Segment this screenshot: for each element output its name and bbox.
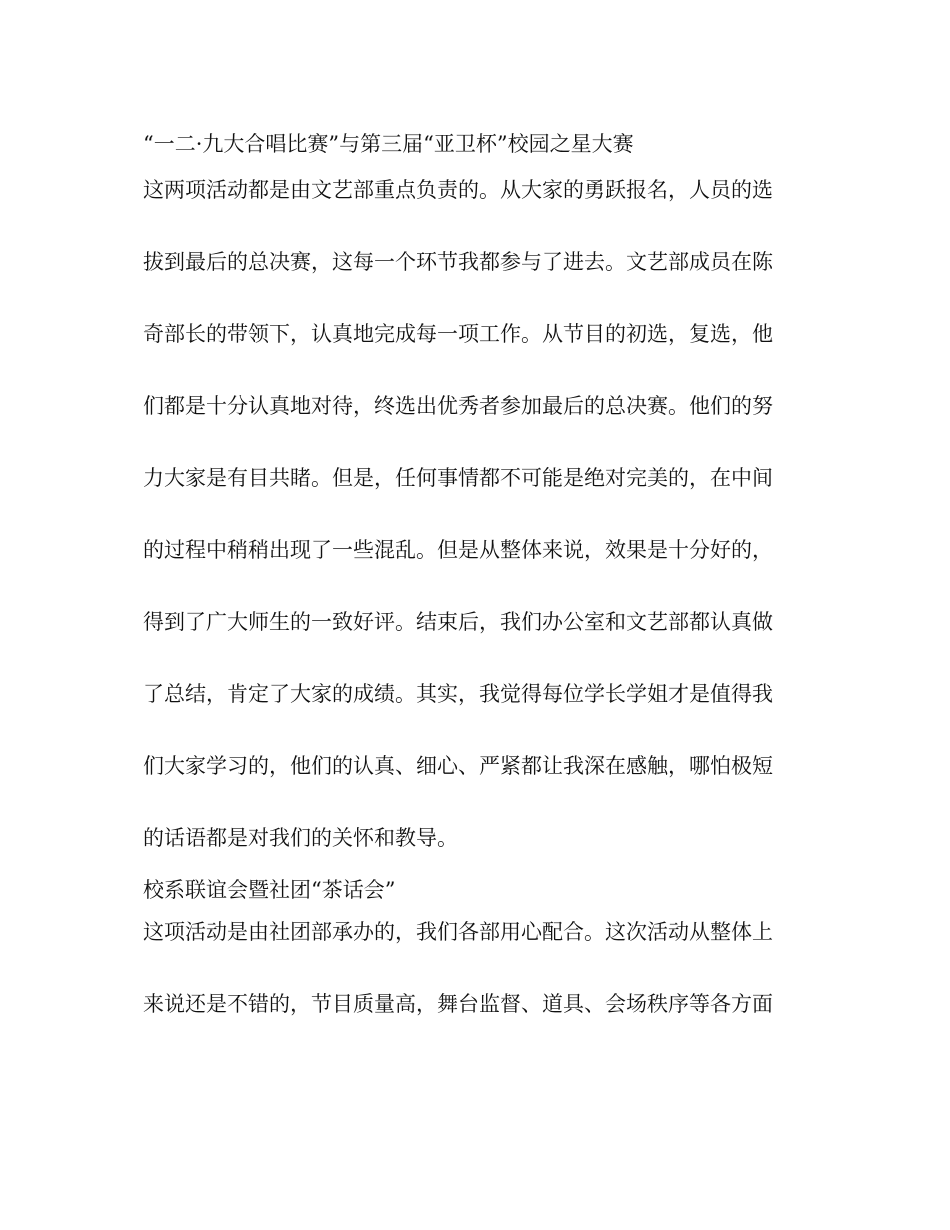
text-line: 这两项活动都是由文艺部重点负责的。从大家的勇跃报名，人员的选 bbox=[143, 178, 773, 202]
text-line: 来说还是不错的，节目质量高，舞台监督、道具、会场秩序等各方面 bbox=[143, 992, 773, 1016]
text-line: 的话语都是对我们的关怀和教导。 bbox=[143, 826, 458, 850]
text-line: 力大家是有目共睹。但是，任何事情都不可能是绝对完美的，在中间 bbox=[143, 466, 773, 490]
section-heading-tea-party: 校系联谊会暨社团“茶话会” bbox=[143, 878, 396, 902]
text-line: 了总结，肯定了大家的成绩。其实，我觉得每位学长学姐才是值得我 bbox=[143, 682, 773, 706]
text-line: 们都是十分认真地对待，终选出优秀者参加最后的总决赛。他们的努 bbox=[143, 394, 773, 418]
text-line: 得到了广大师生的一致好评。结束后，我们办公室和文艺部都认真做 bbox=[143, 610, 773, 634]
section-heading-chorus-contest: “一二·九大合唱比赛”与第三届“亚卫杯”校园之星大赛 bbox=[143, 132, 634, 156]
text-line: 的过程中稍稍出现了一些混乱。但是从整体来说，效果是十分好的， bbox=[143, 538, 773, 562]
text-line: 奇部长的带领下，认真地完成每一项工作。从节目的初选，复选，他 bbox=[143, 322, 773, 346]
text-line: 们大家学习的，他们的认真、细心、严紧都让我深在感触，哪怕极短 bbox=[143, 754, 773, 778]
section-paragraph-tea-party bbox=[143, 916, 803, 1060]
text-line: 拔到最后的总决赛，这每一个环节我都参与了进去。文艺部成员在陈 bbox=[143, 250, 773, 274]
document-body bbox=[143, 128, 803, 1060]
text-line: 这项活动是由社团部承办的，我们各部用心配合。这次活动从整体上 bbox=[143, 920, 773, 944]
section-paragraph-chorus-contest bbox=[143, 174, 803, 874]
